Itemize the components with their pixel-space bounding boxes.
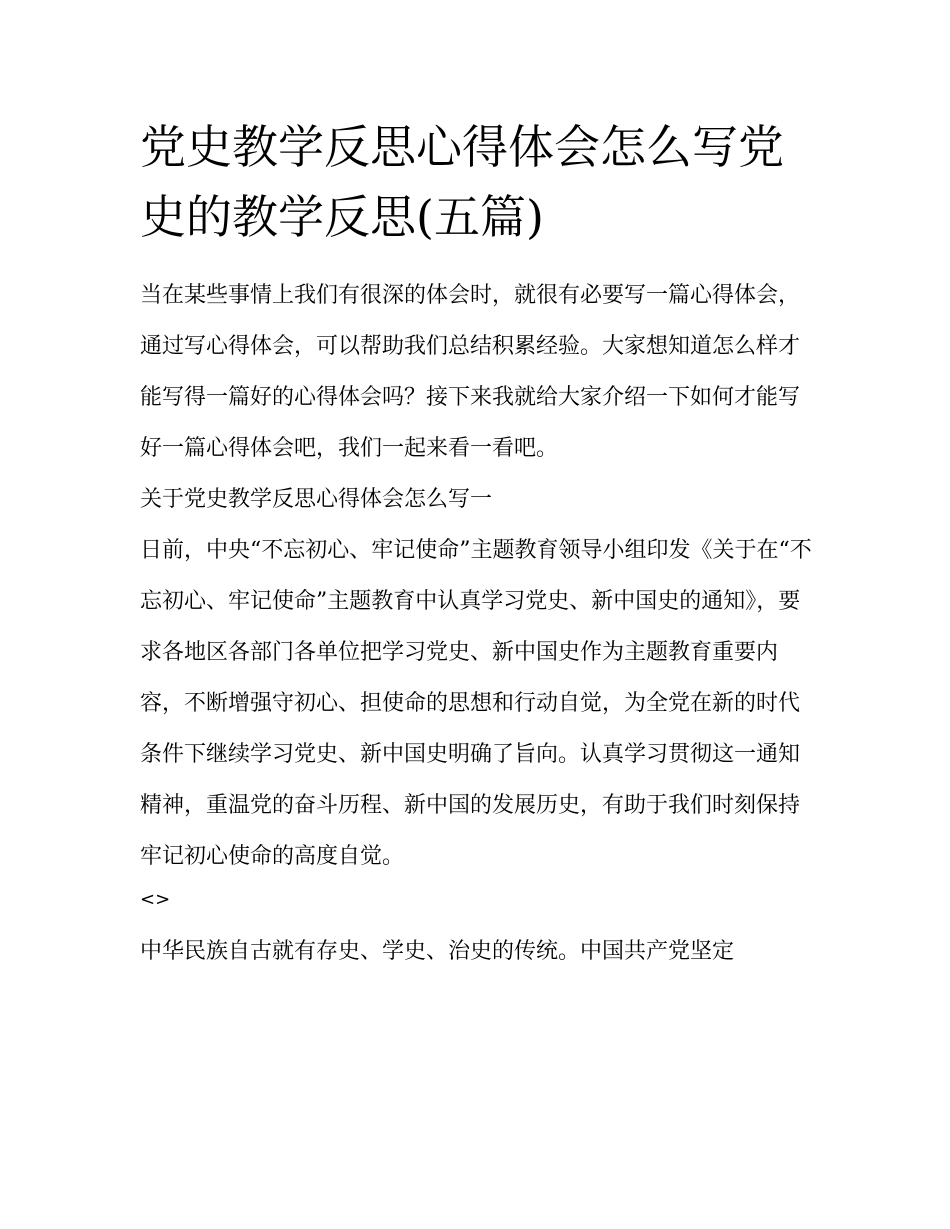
document-title: 党史教学反思心得体会怎么写党史的教学反思(五篇) [140, 120, 784, 244]
intro-paragraph: 当在某些事情上我们有很深的体会时，就很有必要写一篇心得体会，通过写心得体会，可以帮助我们总结积累经验。大家想知道怎么样才能写得一篇好的心得体会吗？接下来我就给大家介绍一下如何才能写好一篇心得体会吧，我们一起来看一看吧。 [140, 283, 801, 461]
section-heading: 关于党史教学反思心得体会怎么写一 [140, 487, 493, 512]
symbol-line: <> [140, 889, 171, 910]
body-paragraph-1: 日前，中央“不忘初心、牢记使命”主题教育领导小组印发《关于在“不忘初心、牢记使命”主题教育中认真学习党史、新中国史的通知》，要求各地区各部门各单位把学习党史、新中国史作为主题教育重要内容，不断增强守初心、担使命的思想和行动自觉，为全党在新的时代条件下继续学习党史、新中国史明确了旨向。认真学习贯彻这一通知精神，重温党的奋斗历程、新中国的发展历史，有助于我们时刻保持牢记初心使命的高度自觉。 [140, 538, 812, 869]
document-page [140, 112, 820, 977]
body-paragraph-2: 中华民族自古就有存史、学史、治史的传统。中国共产党坚定 [140, 939, 735, 964]
